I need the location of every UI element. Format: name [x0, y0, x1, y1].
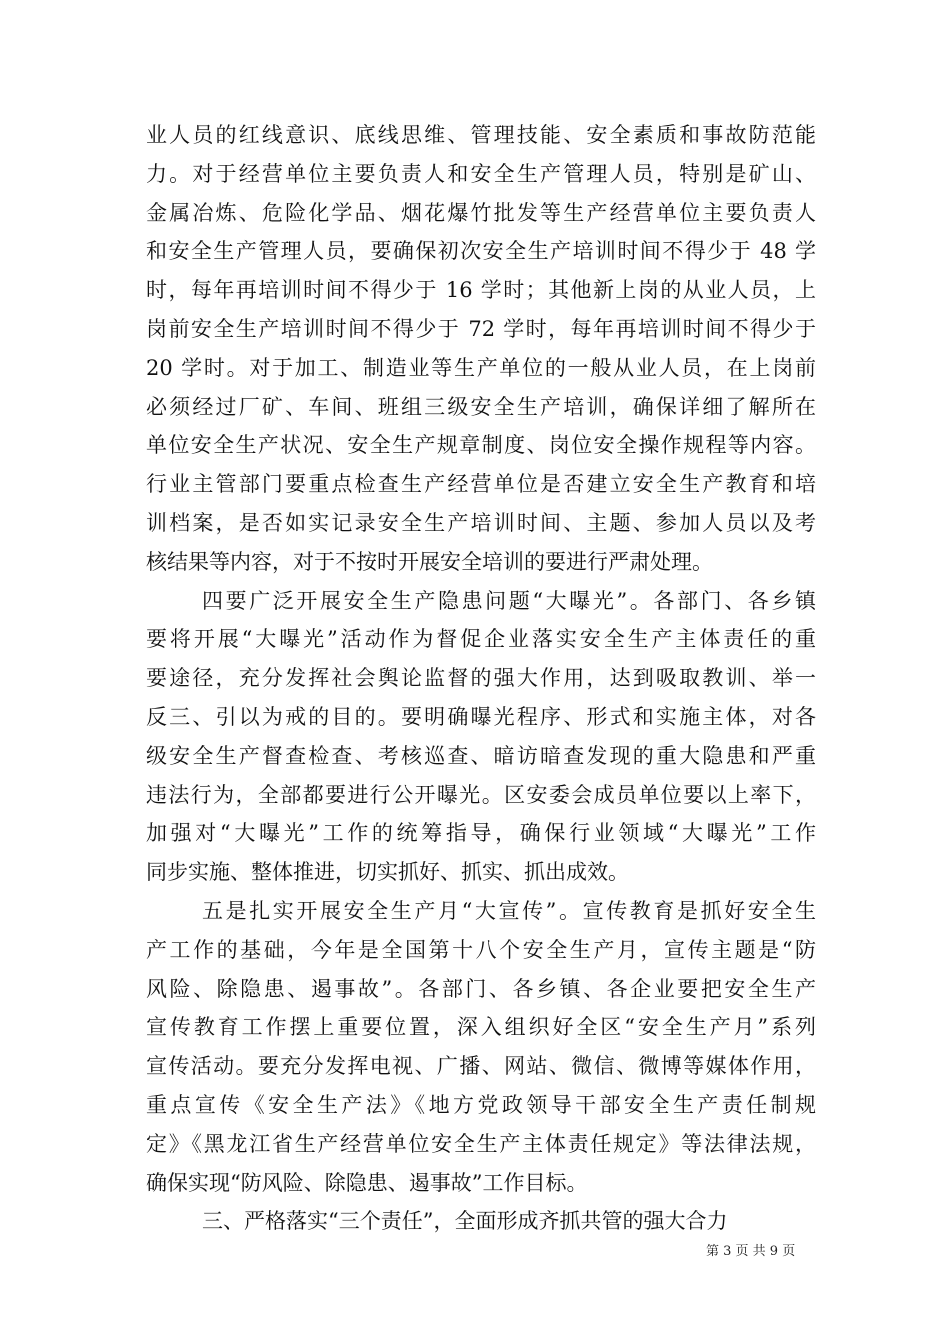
paragraph-heading-line: 五是扎实开展安全生产月“大宣传”。宣传教育是抓好安全生: [202, 898, 816, 923]
text-line: 重点宣传《安全生产法》《地方党政领导干部安全生产责任制规: [146, 1092, 816, 1117]
text-line: 要将开展“大曝光”活动作为督促企业落实安全生产主体责任的重: [146, 627, 816, 652]
page-number: 第 3 页 共 9 页: [706, 1244, 796, 1259]
text-line: 反三、引以为戒的目的。要明确曝光程序、形式和实施主体，对各: [146, 704, 816, 729]
paragraph-heading-line: 四要广泛开展安全生产隐患问题“大曝光”。各部门、各乡镇: [202, 588, 816, 613]
text-line: 要途径，充分发挥社会舆论监督的强大作用，达到吸取教训、举一: [146, 666, 816, 691]
document-body: [146, 116, 816, 1241]
text-line: 业人员的红线意识、底线思维、管理技能、安全素质和事故防范能: [146, 123, 816, 147]
text-line: 产工作的基础，今年是全国第十八个安全生产月，宣传主题是“防: [146, 937, 816, 962]
text-line: 核结果等内容，对于不按时开展安全培训的要进行严肃处理。: [146, 549, 713, 574]
text-line: 确保实现“防风险、除隐患、遏事故”工作目标。: [146, 1170, 588, 1195]
text-line: 力。对于经营单位主要负责人和安全生产管理人员，特别是矿山、: [146, 161, 816, 186]
text-line: 单位安全生产状况、安全生产规章制度、岗位安全操作规程等内容。: [146, 433, 816, 458]
text-line: 训档案，是否如实记录安全生产培训时间、主题、参加人员以及考: [146, 510, 816, 535]
text-line: 同步实施、整体推进，切实抓好、抓实、抓出成效。: [146, 860, 629, 885]
text-line: 20 学时。对于加工、制造业等生产单位的一般从业人员，在上岗前: [146, 355, 816, 380]
text-line: 加强对“大曝光”工作的统筹指导，确保行业领域“大曝光”工作: [146, 821, 816, 846]
text-line: 宣传活动。要充分发挥电视、广播、网站、微信、微博等媒体作用，: [146, 1054, 816, 1079]
text-line: 宣传教育工作摆上重要位置，深入组织好全区“安全生产月”系列: [146, 1015, 816, 1040]
text-line: 必须经过厂矿、车间、班组三级安全生产培训，确保详细了解所在: [146, 394, 816, 419]
section-heading: 三、严格落实“三个责任”，全面形成齐抓共管的强大合力: [202, 1209, 728, 1234]
text-line: 和安全生产管理人员，要确保初次安全生产培训时间不得少于 48 学: [146, 239, 816, 264]
text-line: 定》《黑龙江省生产经营单位安全生产主体责任规定》等法律法规，: [146, 1131, 816, 1156]
text-line: 风险、除隐患、遏事故”。各部门、各乡镇、各企业要把安全生产: [146, 976, 816, 1001]
text-line: 行业主管部门要重点检查生产经营单位是否建立安全生产教育和培: [146, 472, 816, 497]
text-line: 级安全生产督查检查、考核巡查、暗访暗查发现的重大隐患和严重: [146, 743, 816, 768]
text-line: 岗前安全生产培训时间不得少于 72 学时，每年再培训时间不得少于: [146, 316, 816, 341]
text-line: 时，每年再培训时间不得少于 16 学时；其他新上岗的从业人员，上: [146, 278, 816, 303]
text-line: 违法行为，全部都要进行公开曝光。区安委会成员单位要以上率下，: [146, 782, 816, 807]
text-line: 金属冶炼、危险化学品、烟花爆竹批发等生产经营单位主要负责人: [146, 200, 816, 225]
